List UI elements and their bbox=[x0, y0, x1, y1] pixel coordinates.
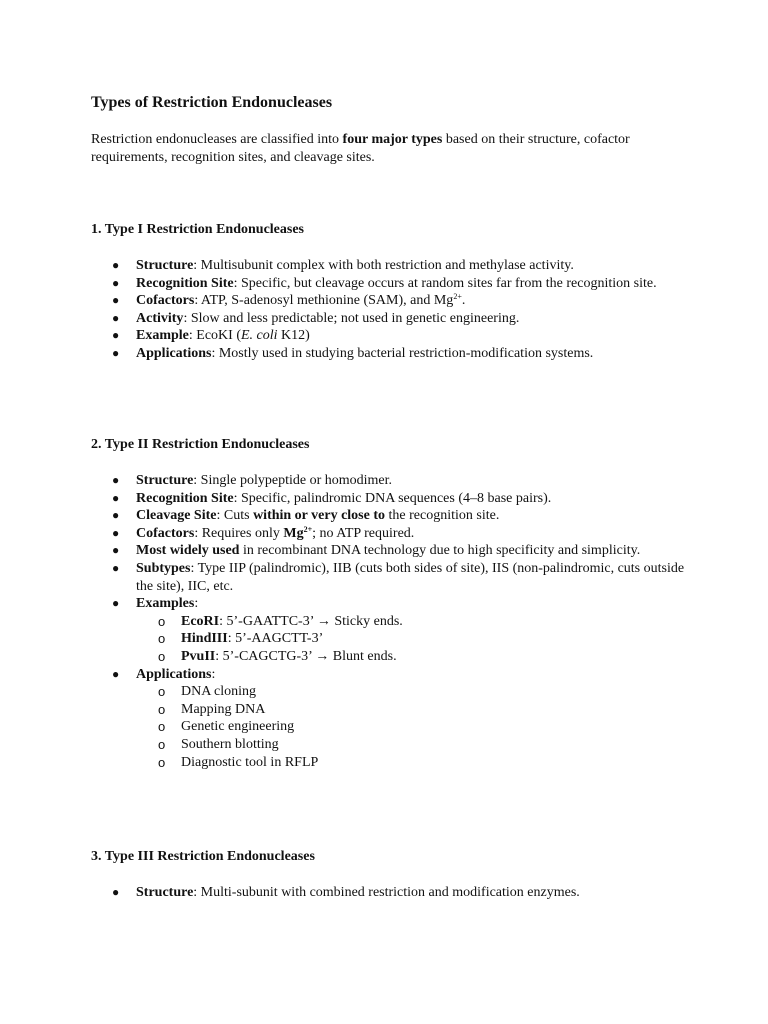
bullet-icon: ● bbox=[112, 328, 120, 343]
item-text-tail: ; no ATP required. bbox=[312, 525, 415, 541]
sublist-item bbox=[136, 701, 691, 719]
item-text-tail: K12) bbox=[277, 328, 310, 344]
circle-bullet-icon: o bbox=[158, 648, 166, 664]
item-emphasis: within or very close to bbox=[253, 508, 386, 524]
application-text: Diagnostic tool in RFLP bbox=[181, 754, 319, 770]
list-item bbox=[91, 884, 691, 902]
circle-bullet-icon: o bbox=[158, 719, 166, 735]
item-text: : Mostly used in studying bacterial restriction-modification systems. bbox=[211, 345, 594, 361]
list-item bbox=[91, 595, 691, 665]
intro-emphasis: four major types bbox=[342, 132, 443, 147]
list-item bbox=[91, 345, 691, 363]
item-label: Structure bbox=[136, 885, 194, 900]
superscript: 2+ bbox=[453, 292, 462, 302]
circle-bullet-icon: o bbox=[158, 736, 166, 752]
list-item bbox=[91, 472, 691, 490]
enzyme-site: : 5’-GAATTC-3’ → Sticky ends. bbox=[219, 613, 403, 629]
item-label: Recognition Site bbox=[136, 275, 234, 291]
item-label: Most widely used bbox=[136, 543, 240, 559]
mg-text: Mg bbox=[283, 525, 304, 541]
type3-list bbox=[91, 884, 691, 902]
type3-heading: 3. Type III Restriction Endonucleases bbox=[91, 849, 315, 864]
list-item bbox=[91, 507, 691, 525]
list-item bbox=[91, 525, 691, 543]
item-text: : EcoKI ( bbox=[188, 328, 241, 344]
item-colon: : bbox=[211, 666, 216, 682]
item-label: Cleavage Site bbox=[136, 508, 217, 524]
application-text: Mapping DNA bbox=[181, 701, 266, 717]
item-label: Examples bbox=[136, 596, 195, 612]
list-item bbox=[91, 310, 691, 328]
item-label: Applications bbox=[136, 345, 212, 361]
list-item bbox=[91, 542, 691, 560]
item-label: Example bbox=[136, 328, 189, 344]
sublist-item bbox=[136, 613, 691, 631]
type1-list bbox=[91, 257, 691, 363]
bullet-icon: ● bbox=[112, 508, 120, 523]
application-text: Genetic engineering bbox=[181, 719, 295, 735]
enzyme-site: : 5’-AAGCTT-3’ bbox=[227, 631, 324, 647]
bullet-icon: ● bbox=[112, 345, 120, 360]
circle-bullet-icon: o bbox=[158, 631, 166, 647]
item-text: : Slow and less predictable; not used in genetic engineering. bbox=[183, 310, 520, 326]
item-label: Subtypes bbox=[136, 560, 191, 576]
item-text: : Single polypeptide or homodimer. bbox=[193, 473, 392, 488]
bullet-icon: ● bbox=[112, 525, 120, 540]
enzyme-site: : 5’-CAGCTG-3’ → Blunt ends. bbox=[215, 648, 397, 664]
item-label: Cofactors bbox=[136, 525, 195, 541]
bullet-icon: ● bbox=[112, 473, 120, 487]
intro-text: Restriction endonucleases are classified into bbox=[91, 132, 343, 147]
item-text: : Requires only bbox=[194, 525, 284, 541]
sublist-item bbox=[136, 648, 691, 666]
type1-heading: 1. Type I Restriction Endonucleases bbox=[91, 222, 304, 237]
item-text: : Multisubunit complex with both restriction and methylase activity. bbox=[193, 258, 574, 273]
list-item bbox=[91, 490, 691, 508]
list-item bbox=[91, 666, 691, 772]
sublist-item bbox=[136, 630, 691, 648]
bullet-icon: ● bbox=[112, 543, 120, 558]
circle-bullet-icon: o bbox=[158, 684, 166, 700]
circle-bullet-icon: o bbox=[158, 613, 166, 629]
bullet-icon: ● bbox=[112, 560, 120, 575]
italic-organism: E. coli bbox=[240, 328, 278, 344]
superscript: 2+ bbox=[303, 524, 313, 534]
list-item bbox=[91, 327, 691, 345]
intro-text-end: based on their structure, cofactor requirements, recognition sites, and cleavage sites. bbox=[91, 132, 630, 165]
page-title: Types of Restriction Endonucleases bbox=[91, 94, 333, 111]
item-label: Applications bbox=[136, 666, 212, 682]
enzyme-name: EcoRI bbox=[181, 613, 220, 629]
bullet-icon: ● bbox=[112, 258, 120, 272]
item-emphasis bbox=[283, 526, 312, 541]
application-text: DNA cloning bbox=[181, 684, 257, 700]
enzyme-name: HindIII bbox=[181, 631, 228, 647]
item-label: Structure bbox=[136, 258, 194, 273]
bullet-icon: ● bbox=[112, 293, 120, 308]
list-item bbox=[91, 257, 691, 275]
item-text: : Type IIP (palindromic), IIB (cuts both sides of site), IIS (non-palindromic, cuts outside the site), IIC, etc. bbox=[136, 560, 685, 594]
item-text-tail: . bbox=[461, 293, 466, 309]
examples-sublist bbox=[136, 613, 691, 666]
item-text: : Cuts bbox=[216, 508, 254, 524]
bullet-icon: ● bbox=[112, 885, 120, 899]
item-text: : ATP, S-adenosyl methionine (SAM), and Mg bbox=[194, 293, 454, 309]
application-text: Southern blotting bbox=[181, 736, 279, 752]
sublist-item bbox=[136, 683, 691, 701]
intro-paragraph bbox=[91, 131, 691, 167]
item-text: in recombinant DNA technology due to high specificity and simplicity. bbox=[239, 543, 641, 559]
type2-list bbox=[91, 472, 691, 771]
item-label: Cofactors bbox=[136, 293, 195, 309]
bullet-icon: ● bbox=[112, 596, 120, 611]
item-label: Recognition Site bbox=[136, 490, 234, 506]
sublist-item bbox=[136, 736, 691, 754]
item-label: Structure bbox=[136, 473, 194, 488]
circle-bullet-icon: o bbox=[158, 754, 166, 770]
item-text: : Specific, palindromic DNA sequences (4–8 base pairs). bbox=[233, 490, 552, 506]
item-colon: : bbox=[194, 596, 199, 612]
applications-sublist bbox=[136, 683, 691, 771]
sublist-item bbox=[136, 718, 691, 736]
circle-bullet-icon: o bbox=[158, 701, 166, 717]
item-text: : Specific, but cleavage occurs at random sites far from the recognition site. bbox=[233, 275, 657, 291]
item-text: : Multi-subunit with combined restriction and modification enzymes. bbox=[193, 885, 580, 900]
list-item bbox=[91, 292, 691, 310]
enzyme-name: PvuII bbox=[181, 648, 216, 664]
bullet-icon: ● bbox=[112, 666, 120, 681]
item-text-tail: the recognition site. bbox=[385, 508, 500, 524]
bullet-icon: ● bbox=[112, 275, 120, 290]
item-label: Activity bbox=[136, 310, 184, 326]
type2-heading: 2. Type II Restriction Endonucleases bbox=[91, 437, 310, 452]
sublist-item bbox=[136, 754, 691, 772]
bullet-icon: ● bbox=[112, 310, 120, 325]
list-item bbox=[91, 560, 691, 595]
list-item bbox=[91, 275, 691, 293]
bullet-icon: ● bbox=[112, 490, 120, 505]
